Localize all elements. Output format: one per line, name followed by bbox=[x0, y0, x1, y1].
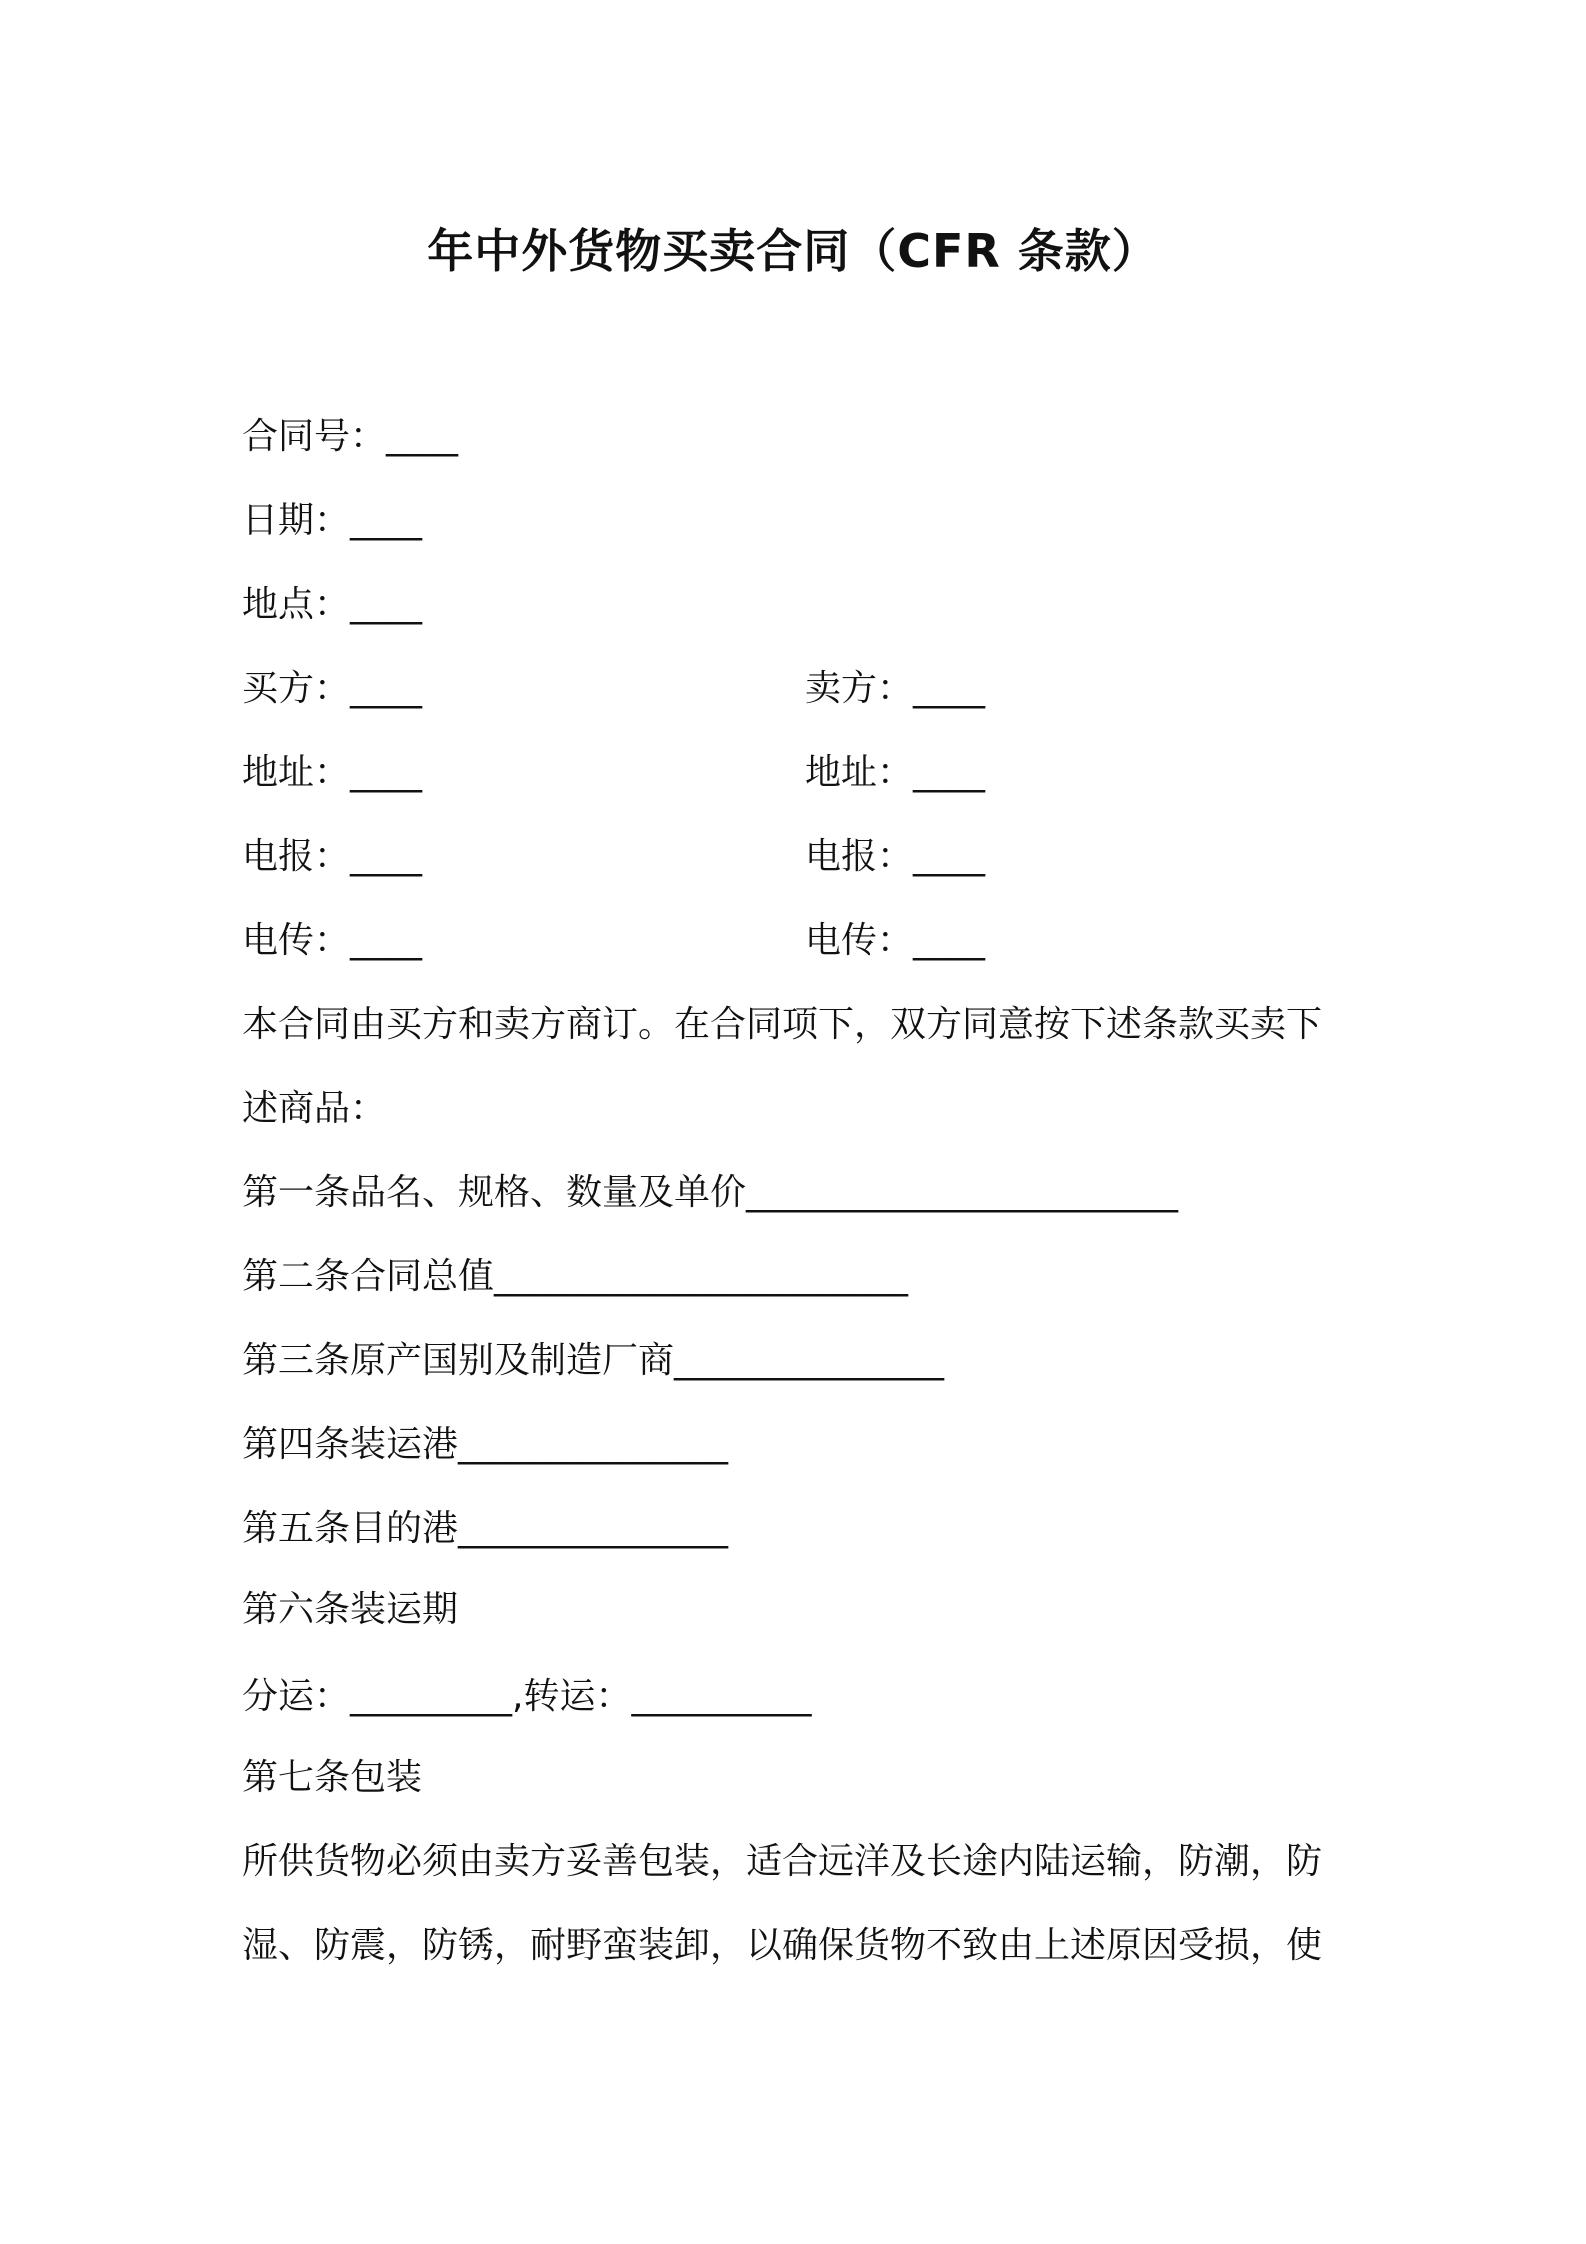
document-title: 年中外货物买卖合同（CFR 条款） bbox=[427, 224, 1159, 278]
article-3: 第三条原产国别及制造厂商_______________ bbox=[242, 1340, 945, 1381]
seller-address-field: 地址：____ bbox=[805, 752, 986, 793]
article-2: 第二条合同总值_______________________ bbox=[242, 1256, 909, 1297]
article-7-text-line-1: 所供货物必须由卖方妥善包装，适合远洋及长途内陆运输，防潮，防 bbox=[242, 1841, 1323, 1882]
buyer-address-field: 地址：____ bbox=[242, 752, 423, 793]
contract-number-field: 合同号：____ bbox=[242, 416, 459, 457]
buyer-telex-field: 电传：____ bbox=[242, 920, 423, 961]
article-6-shipment-detail: 分运：_________,转运：__________ bbox=[242, 1676, 812, 1717]
seller-telegram-field: 电报：____ bbox=[805, 836, 986, 877]
intro-paragraph-line-1: 本合同由买方和卖方商订。在合同项下，双方同意按下述条款买卖下 bbox=[242, 1004, 1323, 1045]
buyer-field: 买方：____ bbox=[242, 668, 423, 709]
article-1: 第一条品名、规格、数量及单价________________________ bbox=[242, 1172, 1179, 1213]
seller-telex-field: 电传：____ bbox=[805, 920, 986, 961]
place-field: 地点：____ bbox=[242, 584, 423, 625]
article-7: 第七条包装 bbox=[242, 1757, 423, 1798]
article-6: 第六条装运期 bbox=[242, 1589, 459, 1630]
intro-paragraph-line-2: 述商品： bbox=[242, 1088, 387, 1129]
seller-field: 卖方：____ bbox=[805, 668, 986, 709]
article-5: 第五条目的港_______________ bbox=[242, 1508, 729, 1549]
date-field: 日期：____ bbox=[242, 500, 423, 541]
article-4: 第四条装运港_______________ bbox=[242, 1424, 729, 1465]
buyer-telegram-field: 电报：____ bbox=[242, 836, 423, 877]
article-7-text-line-2: 湿、防震，防锈，耐野蛮装卸，以确保货物不致由上述原因受损，使 bbox=[242, 1925, 1323, 1966]
